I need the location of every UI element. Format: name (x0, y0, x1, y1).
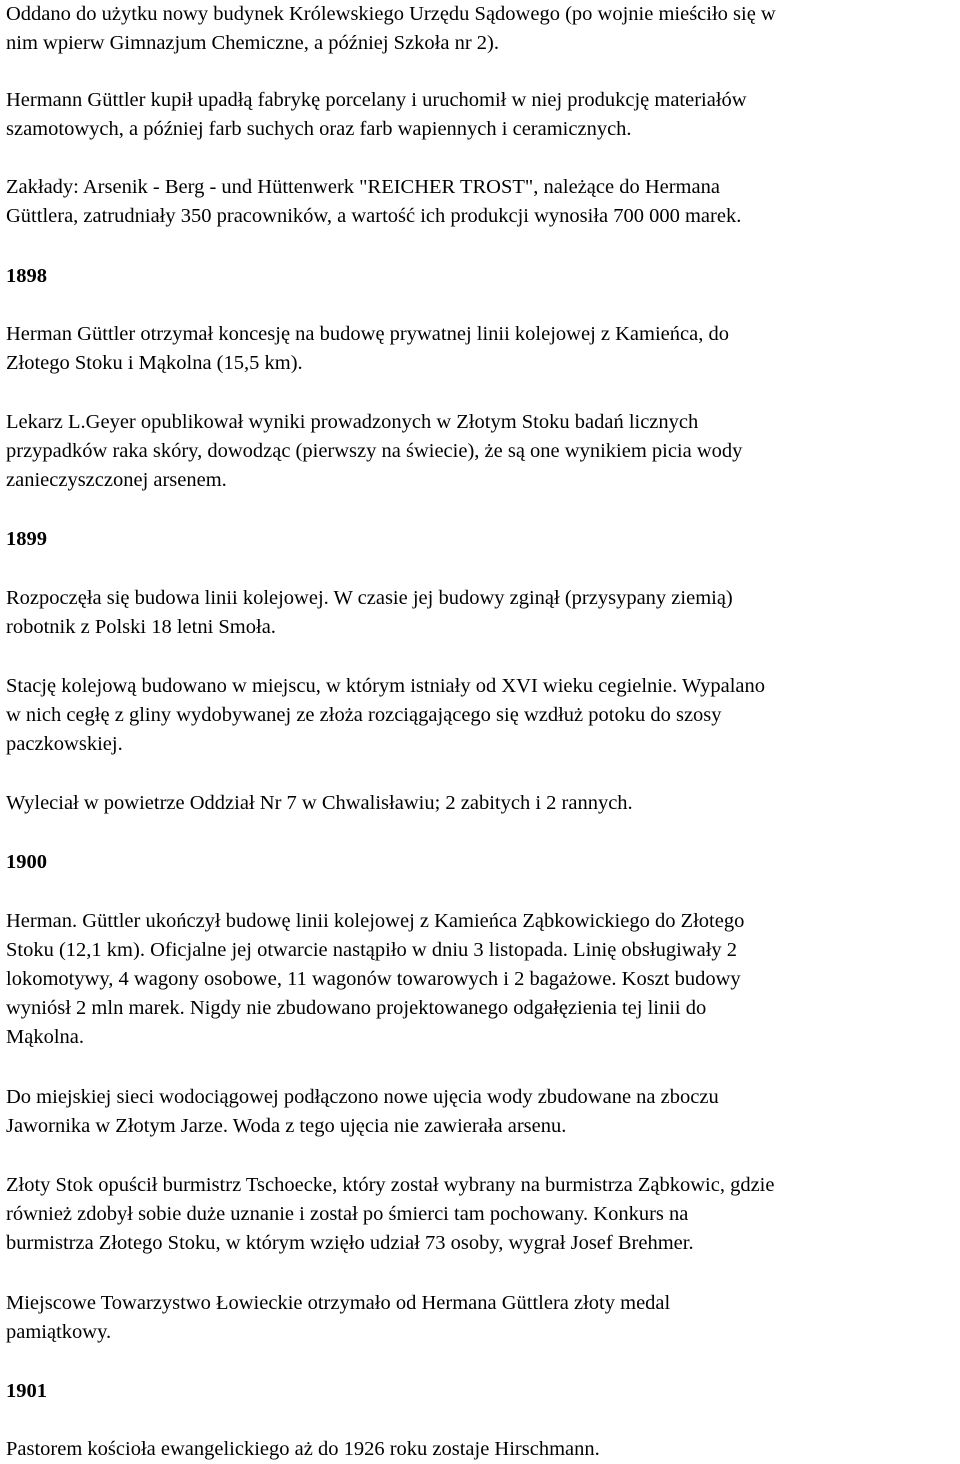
text-line: Miejscowe Towarzystwo Łowieckie otrzymało od Hermana Güttlera złoty medal (6, 1292, 671, 1314)
text-line: w nich cegłę z gliny wydobywanej ze złoża rozciągającego się wzdłuż potoku do szosy (6, 704, 722, 726)
text-line: przypadków raka skóry, dowodząc (pierwszy na świecie), że są one wynikiem picia wody (6, 440, 743, 462)
text-line: nim wpierw Gimnazjum Chemiczne, a później Szkoła nr 2). (6, 32, 500, 54)
year-heading-1898 (6, 262, 960, 291)
year-heading-1901 (6, 1377, 960, 1406)
year-text: 1899 (6, 528, 47, 550)
year-text: 1900 (6, 851, 47, 873)
text-line: Stację kolejową budowano w miejscu, w którym istniały od XVI wieku cegielnie. Wypalano (6, 675, 765, 697)
text-line: lokomotywy, 4 wagony osobowe, 11 wagonów towarowych i 2 bagażowe. Koszt budowy (6, 968, 741, 990)
text-line: Stoku (12,1 km). Oficjalne jej otwarcie nastąpiło w dniu 3 listopada. Linię obsługiwały 2 (6, 939, 738, 961)
text-line: Złotego Stoku i Mąkolna (15,5 km). (6, 352, 303, 374)
text-line: Do miejskiej sieci wodociągowej podłączono nowe ujęcia wody zbudowane na zboczu (6, 1086, 719, 1108)
text-line: zanieczyszczonej arsenem. (6, 469, 227, 491)
paragraph-water-supply (6, 1083, 960, 1141)
text-line: paczkowskiej. (6, 733, 123, 755)
paragraph-railway-station (6, 672, 960, 759)
paragraph-geyer-study (6, 408, 960, 495)
paragraph-courthouse (6, 0, 960, 58)
text-line: Zakłady: Arsenik - Berg - und Hüttenwerk "REICHER TROST", należące do Hermana (6, 176, 720, 198)
year-text: 1901 (6, 1380, 47, 1402)
text-line: wyniósł 2 mln marek. Nigdy nie zbudowano projektowanego odgałęzienia tej linii do (6, 997, 707, 1019)
text-line: Pastorem kościoła ewangelickiego aż do 1926 roku zostaje Hirschmann. (6, 1438, 600, 1460)
text-line: Herman Güttler otrzymał koncesję na budowę prywatnej linii kolejowej z Kamieńca, do (6, 323, 729, 345)
paragraph-mayor (6, 1171, 960, 1258)
paragraph-pastor (6, 1435, 960, 1464)
text-line: Jawornika w Złotym Jarze. Woda z tego ujęcia nie zawierała arsenu. (6, 1115, 567, 1137)
text-line: również zdobył sobie duże uznanie i został po śmierci tam pochowany. Konkurs na (6, 1203, 689, 1225)
text-line: Güttlera, zatrudniały 350 pracowników, a wartość ich produkcji wynosiła 700 000 marek. (6, 205, 742, 227)
text-line: Herman. Güttler ukończył budowę linii kolejowej z Kamieńca Ząbkowickiego do Złotego (6, 910, 745, 932)
text-line: Złoty Stok opuścił burmistrz Tschoecke, który został wybrany na burmistrza Ząbkowic, gdzie (6, 1174, 775, 1196)
paragraph-hunting-society (6, 1289, 960, 1347)
paragraph-reicher-trost (6, 173, 960, 231)
paragraph-guttler-factory (6, 86, 960, 144)
paragraph-railway-construction (6, 584, 960, 642)
text-line: Lekarz L.Geyer opublikował wyniki prowadzonych w Złotym Stoku badań licznych (6, 411, 699, 433)
year-heading-1899 (6, 525, 960, 554)
year-heading-1900 (6, 848, 960, 877)
text-line: Rozpoczęła się budowa linii kolejowej. W czasie jej budowy zginął (przysypany ziemią) (6, 587, 733, 609)
paragraph-railway-concession (6, 320, 960, 378)
year-text: 1898 (6, 265, 47, 287)
text-line: Hermann Güttler kupił upadłą fabrykę porcelany i uruchomił w niej produkcję materiałów (6, 89, 747, 111)
text-line: szamotowych, a później farb suchych oraz farb wapiennych i ceramicznych. (6, 118, 632, 140)
text-line: Oddano do użytku nowy budynek Królewskiego Urzędu Sądowego (po wojnie mieściło się w (6, 3, 776, 25)
text-line: Mąkolna. (6, 1026, 84, 1048)
text-line: robotnik z Polski 18 letni Smoła. (6, 616, 276, 638)
text-line: burmistrza Złotego Stoku, w którym wzięło udział 73 osoby, wygrał Josef Brehmer. (6, 1232, 694, 1254)
paragraph-railway-completed (6, 907, 960, 1052)
text-line: Wyleciał w powietrze Oddział Nr 7 w Chwalisławiu; 2 zabitych i 2 rannych. (6, 792, 633, 814)
paragraph-explosion (6, 789, 960, 818)
text-line: pamiątkowy. (6, 1321, 112, 1343)
